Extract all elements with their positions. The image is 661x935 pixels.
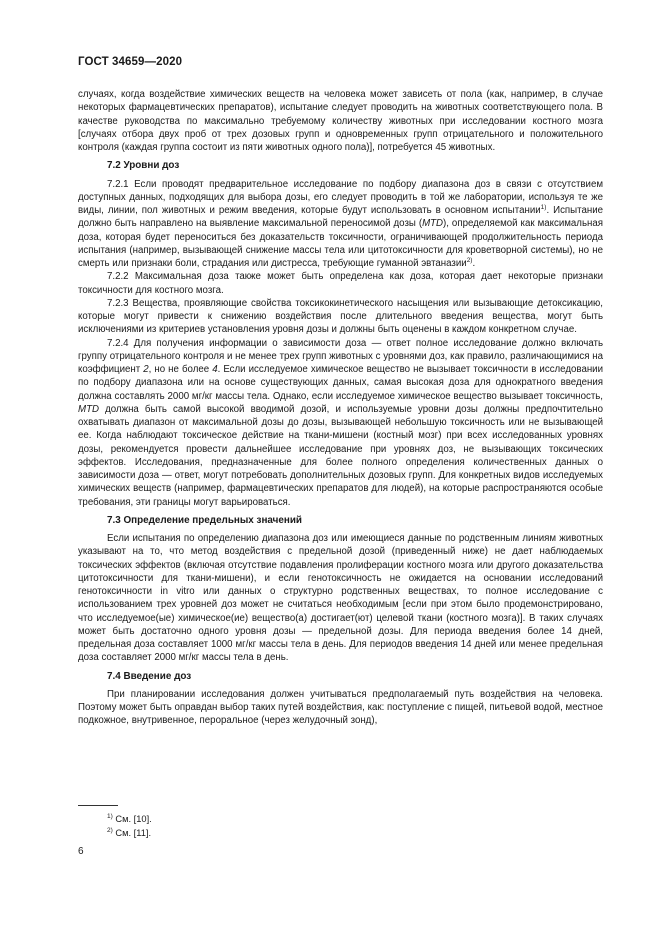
- footnote-divider: [78, 805, 118, 806]
- paragraph-7-2-1: 7.2.1 Если проводят предварительное исследование по подбору диапазона доз в связи с отсутствием доступных данных, подходящих для выбора дозы, его следует проводить в той же лаборатории, используя те же виды, линии, пол животных и режим введения, которые будут использовать в основном испытании$^{1)}$. Испытание должно быть направлено на выявление максимальной переносимой дозы (MTD), определяемой как максимальная доза, которая будет переноситься без доказательств токсичности, ограничивающей продолжительность периода испытания (например, вызывающей снижение массы тела или цитотоксичности для кроветворной системы), но не смерть или признаки боли, страдания или дистресса, требующие гуманной эвтаназии$^{2)}$.: [78, 178, 603, 269]
- intro-paragraph: случаях, когда воздействие химических веществ на человека может зависеть от пола (как, например, в случае некоторых фармацевтических препаратов), испытание следует проводить на животных соответствующего пола. В качестве руководства по максимально требуемому количеству животных при исследовании костного мозга [случаях отбора двух проб от трех дозовых групп и одновременных групп отрицательного и положительного контроля (каждая группа состоит из пяти животных одного пола)], потребуется 45 животных.: [78, 89, 603, 153]
- footnote-1: $^{1)}$ См. [10].: [107, 813, 152, 824]
- paragraph-7-2-2: 7.2.2 Максимальная доза также может быть определена как доза, которая дает некоторые признаки токсичности для костного мозга.: [78, 271, 603, 296]
- document-body: [78, 88, 603, 728]
- section-7-4-title: 7.4 Введение доз: [107, 670, 192, 682]
- footnote-2: $^{2)}$ См. [11].: [107, 827, 152, 838]
- footnotes: [107, 812, 152, 840]
- paragraph-7-3: Если испытания по определению диапазона доз или имеющиеся данные по родственным линиям животных указывают на то, что метод воздействия с предельной дозой (приведенный ниже) не дает наблюдаемых токсических эффектов (включая отсутствие подавления пролиферации костного мозга или другого доказательства цитотоксичности для ткани-мишени), и если генотоксичность не ожидается на основании исследований генотоксичности in vitro или данных о структурно родственных веществах, то полное исследование с использованием трех уровней доз может не считаться необходимым [если при этом было продемонстрировано, что исследуемое(ые) химическое(ие) вещество(а) достигает(ют) целевой ткани (костного мозга)]. В таких случаях может быть достаточно одного уровня дозы — предельной дозы. Для периода введения более 14 дней, предельная доза составляет 1000 мг/кг массы тела в день. Для периодов введения 14 дней или менее предельная доза составляет 2000 мг/кг массы тела в день.: [78, 533, 603, 664]
- section-7-3-title: 7.3 Определение предельных значений: [107, 514, 302, 526]
- page-number: 6: [78, 846, 84, 857]
- standard-header: ГОСТ 34659—2020: [78, 56, 183, 68]
- section-7-2-title: 7.2 Уровни доз: [107, 160, 180, 172]
- paragraph-7-2-3: 7.2.3 Вещества, проявляющие свойства токсикокинетического насыщения или вызывающие детоксикацию, которые могут привести к снижению воздействия после длительного введения вещества, могут быть исключениями из критериев установления уровня дозы и должны быть оценены в каждом конкретном случае.: [78, 297, 603, 336]
- footnote-ref-2: 2): [466, 257, 473, 264]
- paragraph-7-2-4: 7.2.4 Для получения информации о зависимости доза — ответ полное исследование должно включать группу отрицательного контроля и не менее трех групп животных с уровнями доз, как правило, различающимися на коэффициент 2, но не более 4. Если исследуемое химическое вещество не вызывает токсичности в исследовании по подбору диапазона или на основе существующих данных, самая высокая доза для однократного введения должна составлять 2000 мг/кг массы тела. Однако, если исследуемое химическое вещество вызывает токсичность, MTD должна быть самой высокой вводимой дозой, и используемые уровни дозы должны предпочтительно охватывать диапазон от максимальной дозы до дозы, вызывающей небольшую токсичность или не вызывающей ее. Когда наблюдают токсическое действие на ткани-мишени (костный мозг) при всех исследованных уровнях дозы, рекомендуется провести дальнейшее исследование при уровнях доз, не вызывающих токсических эффектов. Исследования, предназначенные для более полного определения количественных данных о зависимости доза — ответ, могут потребовать дополнительных дозовых групп. Для конкретных видов исследуемых химических веществ (например, фармацевтических препаратов для людей), на которые распространяются особые требования, эти границы могут варьироваться.: [78, 337, 603, 508]
- footnote-ref-1: 1): [540, 204, 547, 211]
- paragraph-7-4: При планировании исследования должен учитываться предполагаемый путь воздействия на человека. Поэтому может быть оправдан выбор таких путей воздействия, как: поступление с пищей, питьевой водой, местное подкожное, внутривенное, пероральное (через желудочный зонд),: [78, 688, 603, 727]
